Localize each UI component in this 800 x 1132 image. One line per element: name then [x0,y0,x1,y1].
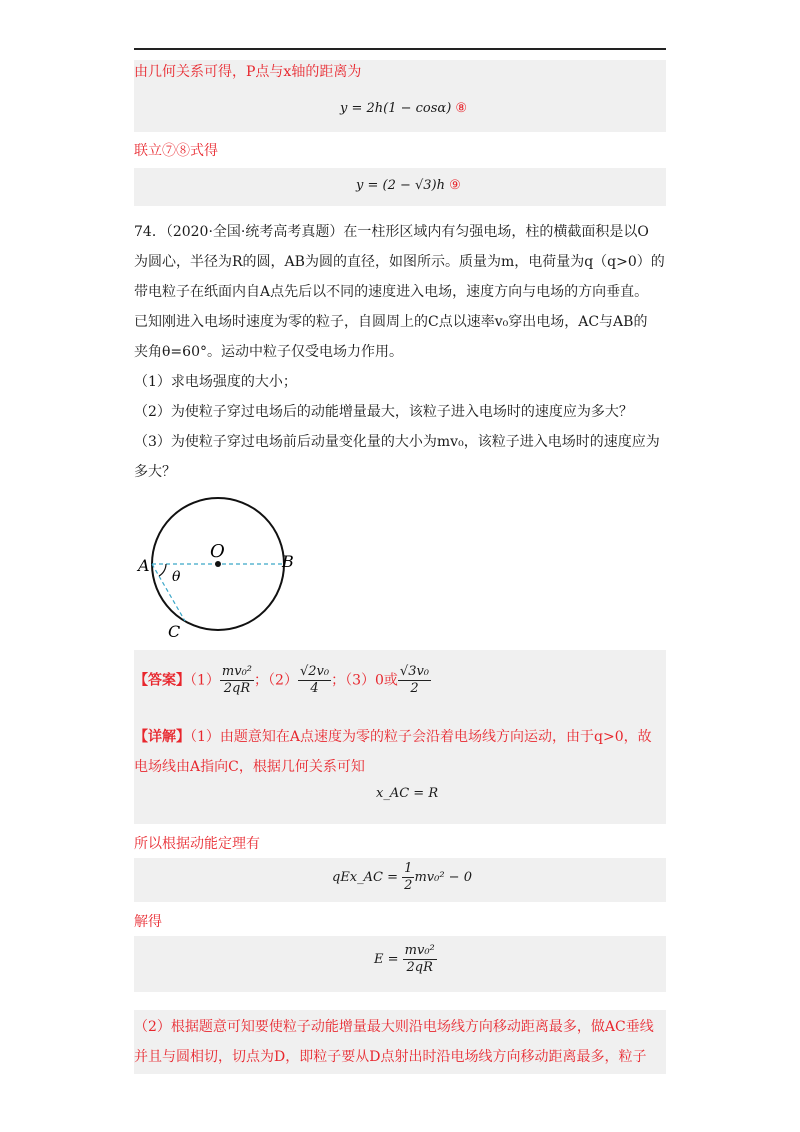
equation-9-text: y = (2 − √3)h [356,178,446,193]
answer-3-fraction: $\frac{\text{√3v₀}}{2}$ [399,664,430,696]
detail-tag: 【详解】 [134,729,190,745]
detail-line-2: 电场线由A指向C，根据几何关系可知 [134,759,365,775]
geometry-intro: 由几何关系可得，P点与x轴的距离为 [134,64,362,80]
detail-line-1: 【详解】（1）由题意知在A点速度为零的粒子会沿着电场线方向运动，由于q>0，故 [134,729,652,745]
problem-line: 带电粒子在纸面内自A点先后以不同的速度进入电场，速度方向与电场的方向垂直。 [134,284,649,300]
kinetic-theorem-intro: 所以根据动能定理有 [134,836,260,852]
answer-1-fraction: $\frac{\text{mv₀²}}{2qR}$ [221,664,253,696]
label-a: A [138,556,150,575]
problem-line: 74．（2020·全国·统考高考真题）在一柱形区域内有匀强电场，柱的横截面积是以O [134,224,649,240]
equation-9 [356,178,461,193]
equation-9-number: ⑨ [449,178,461,193]
problem-statement [134,217,666,487]
part-2-line-2: 并且与圆相切，切点为D，即粒子要从D点射出时沿电场线方向移动距离最多，粒子 [134,1049,647,1065]
field-strength-equation: E = $\frac{\text{mv₀²}}{2qR}$ [374,943,435,975]
equation-8 [340,101,467,116]
question-2: （2）为使粒子穿过电场后的动能增量最大，该粒子进入电场时的速度应为多大？ [134,404,633,420]
question-3: （3）为使粒子穿过电场前后动量变化量的大小为mv₀，该粒子进入电场时的速度应为 [134,434,660,450]
answer-line: 【答案】（1） $\frac{\text{mv₀²}}{2qR}$ ；（2） $\frac{\text{√2v₀}}{4}$ ；（3）0或 $\frac{\text{√3v₀}}{2}$ [134,664,430,696]
equation-8-text: y = 2h(1 − cosα) [340,101,452,116]
label-b: B [282,552,294,571]
half-fraction: $\frac{1}{2}$ [404,861,413,893]
field-strength-fraction: $\frac{\text{mv₀²}}{2qR}$ [404,943,435,975]
equation-xac: x_AC = R [376,786,439,801]
answer-2-fraction: $\frac{\text{√2v₀}}{4}$ [299,664,330,696]
header-rule [134,48,666,50]
answer-part-1-label: （1） [190,672,220,689]
question-1: （1）求电场强度的大小； [134,374,297,390]
question-3-continued: 多大？ [134,464,176,480]
problem-line: 已知刚进入电场时速度为零的粒子，自圆周上的C点以速率v₀穿出电场，AC与AB的 [134,314,648,330]
label-c: C [168,622,181,641]
problem-line: 为圆心，半径为R的圆，AB为圆的直径，如图所示。质量为m，电荷量为q（q>0）的 [134,254,665,270]
answer-tag: 【答案】 [134,672,190,689]
energy-equation: qEx_AC = $\frac{1}{2}$ mv₀² − 0 [332,861,472,893]
label-o: O [210,541,225,562]
part-2-line-1: （2）根据题意可知要使粒子动能增量最大则沿电场线方向移动距离最多，做AC垂线 [134,1019,654,1035]
problem-line: 夹角θ=60°。运动中粒子仅受电场力作用。 [134,344,403,360]
solve-intro: 解得 [134,914,162,930]
combine-intro: 联立⑦⑧式得 [134,143,218,159]
label-theta: θ [172,569,181,585]
answer-part-3-label: （3）0或 [345,672,398,689]
theta-arc [159,564,166,576]
answer-part-2-label: （2） [268,672,298,689]
circle-field-figure [130,495,294,645]
equation-8-number: ⑧ [455,101,468,116]
